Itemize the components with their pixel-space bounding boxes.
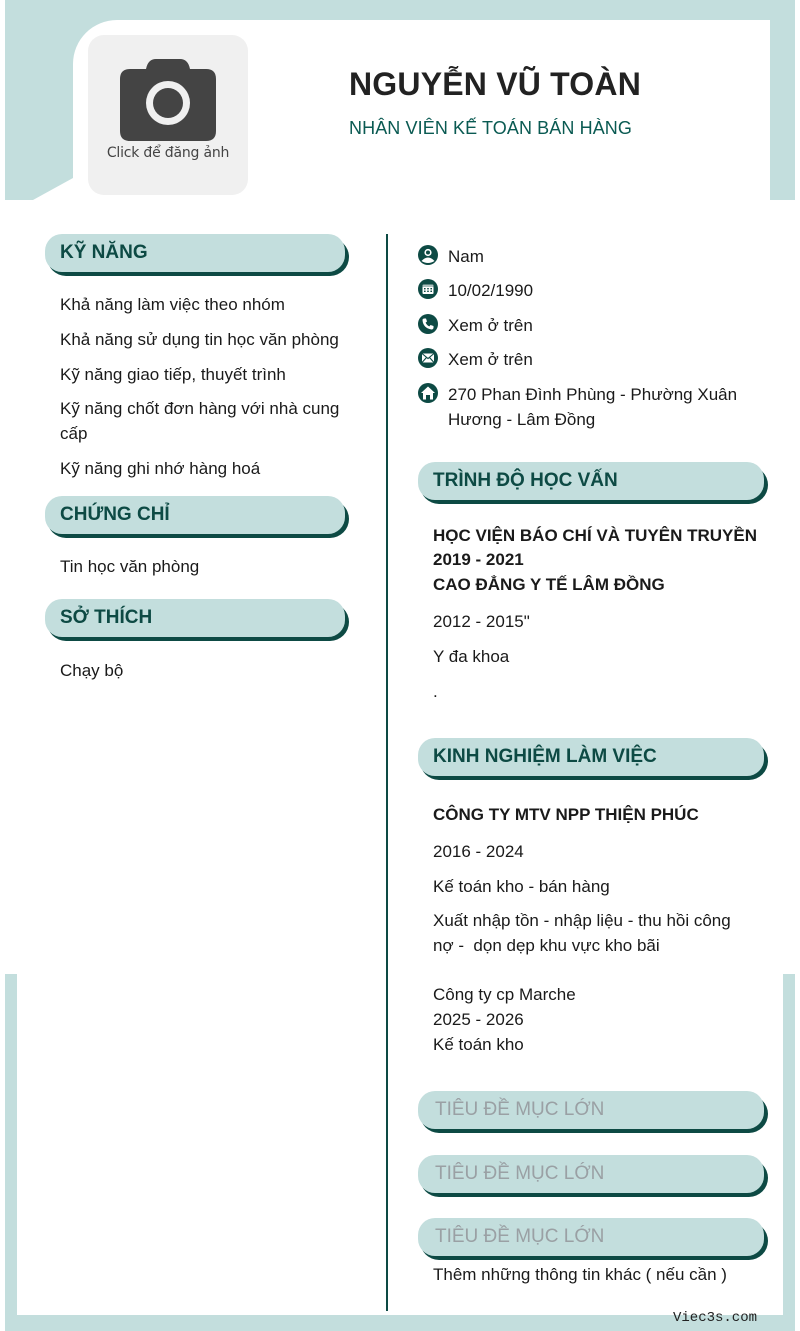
mail-icon bbox=[418, 348, 438, 368]
section-title: KỸ NĂNG bbox=[60, 242, 148, 263]
section-header-placeholder[interactable] bbox=[418, 1155, 764, 1193]
section-title: TRÌNH ĐỘ HỌC VẤN bbox=[433, 470, 618, 491]
info-phone[interactable] bbox=[418, 313, 533, 338]
birthday-value: 10/02/1990 bbox=[448, 281, 534, 300]
job-company[interactable]: Công ty cp Marche bbox=[433, 985, 576, 1004]
decorative-frame-left bbox=[5, 974, 17, 1331]
email-value: Xem ở trên bbox=[448, 350, 533, 369]
phone-icon bbox=[418, 314, 438, 334]
section-title-placeholder: TIÊU ĐỀ MỤC LỚN bbox=[435, 1099, 605, 1120]
info-email[interactable] bbox=[418, 347, 533, 372]
skill-item[interactable]: Kỹ năng giao tiếp, thuyết trình bbox=[60, 365, 286, 384]
section-header-experience[interactable] bbox=[418, 738, 764, 776]
section-header-certificates[interactable] bbox=[45, 496, 345, 534]
calendar-icon bbox=[418, 279, 438, 299]
section-header-placeholder[interactable] bbox=[418, 1218, 764, 1256]
section-title: KINH NGHIỆM LÀM VIỆC bbox=[433, 746, 657, 767]
section-header-hobbies[interactable] bbox=[45, 599, 345, 637]
hobby-item[interactable]: Chạy bộ bbox=[60, 661, 124, 680]
section-header-education[interactable] bbox=[418, 462, 764, 500]
section-title: SỞ THÍCH bbox=[60, 607, 153, 628]
skill-item-continued[interactable]: cấp bbox=[60, 424, 88, 443]
decorative-frame-right bbox=[783, 974, 795, 1331]
section-title-placeholder: TIÊU ĐỀ MỤC LỚN bbox=[435, 1163, 605, 1184]
job-title[interactable]: NHÂN VIÊN KẾ TOÁN BÁN HÀNG bbox=[349, 118, 632, 138]
extra-info-text[interactable]: Thêm những thông tin khác ( nếu cần ) bbox=[433, 1265, 727, 1284]
section-header-placeholder[interactable] bbox=[418, 1091, 764, 1129]
home-icon bbox=[418, 383, 438, 403]
education-period[interactable]: 2012 - 2015" bbox=[433, 612, 530, 631]
skill-item[interactable]: Kỹ năng chốt đơn hàng với nhà cung bbox=[60, 399, 340, 418]
skill-item[interactable]: Kỹ năng ghi nhớ hàng hoá bbox=[60, 459, 261, 478]
job-description-continued[interactable]: nợ - dọn dẹp khu vực kho bãi bbox=[433, 936, 660, 955]
job-company[interactable]: CÔNG TY MTV NPP THIỆN PHÚC bbox=[433, 805, 699, 824]
address-line-1: 270 Phan Đình Phùng - Phường Xuân bbox=[448, 385, 738, 404]
user-icon bbox=[418, 245, 438, 265]
column-divider bbox=[386, 234, 388, 1311]
watermark: Viec3s.com bbox=[673, 1310, 758, 1326]
avatar-upload-label: Click để đăng ảnh bbox=[106, 145, 230, 161]
skill-item[interactable]: Khả năng sử dụng tin học văn phòng bbox=[60, 330, 339, 349]
info-address[interactable] bbox=[418, 382, 737, 432]
job-period[interactable]: 2016 - 2024 bbox=[433, 842, 524, 861]
education-period[interactable]: 2019 - 2021 bbox=[433, 550, 524, 569]
education-school[interactable]: HỌC VIỆN BÁO CHÍ VÀ TUYÊN TRUYỀN bbox=[433, 526, 757, 545]
education-school[interactable]: CAO ĐẲNG Y TẾ LÂM ĐỒNG bbox=[433, 575, 665, 594]
job-position[interactable]: Kế toán kho bbox=[433, 1035, 524, 1054]
info-gender[interactable] bbox=[418, 244, 484, 269]
address-line-2: Hương - Lâm Đồng bbox=[448, 410, 596, 429]
job-description[interactable]: Xuất nhập tồn - nhập liệu - thu hồi công bbox=[433, 911, 731, 930]
section-title: CHỨNG CHỈ bbox=[60, 504, 170, 525]
phone-value: Xem ở trên bbox=[448, 316, 533, 335]
camera-icon bbox=[120, 57, 216, 141]
education-major[interactable]: Y đa khoa bbox=[433, 647, 510, 666]
info-birthday[interactable] bbox=[418, 278, 533, 303]
skill-item[interactable]: Khả năng làm việc theo nhóm bbox=[60, 295, 285, 314]
job-position[interactable]: Kế toán kho - bán hàng bbox=[433, 877, 610, 896]
gender-value: Nam bbox=[448, 247, 484, 266]
candidate-name[interactable]: NGUYỄN VŨ TOÀN bbox=[349, 66, 642, 102]
certificate-item[interactable]: Tin học văn phòng bbox=[60, 557, 200, 576]
avatar-upload-button[interactable] bbox=[88, 35, 248, 195]
job-period[interactable]: 2025 - 2026 bbox=[433, 1010, 524, 1029]
education-extra[interactable]: . bbox=[433, 682, 438, 701]
section-header-skills[interactable] bbox=[45, 234, 345, 272]
section-title-placeholder: TIÊU ĐỀ MỤC LỚN bbox=[435, 1226, 605, 1247]
